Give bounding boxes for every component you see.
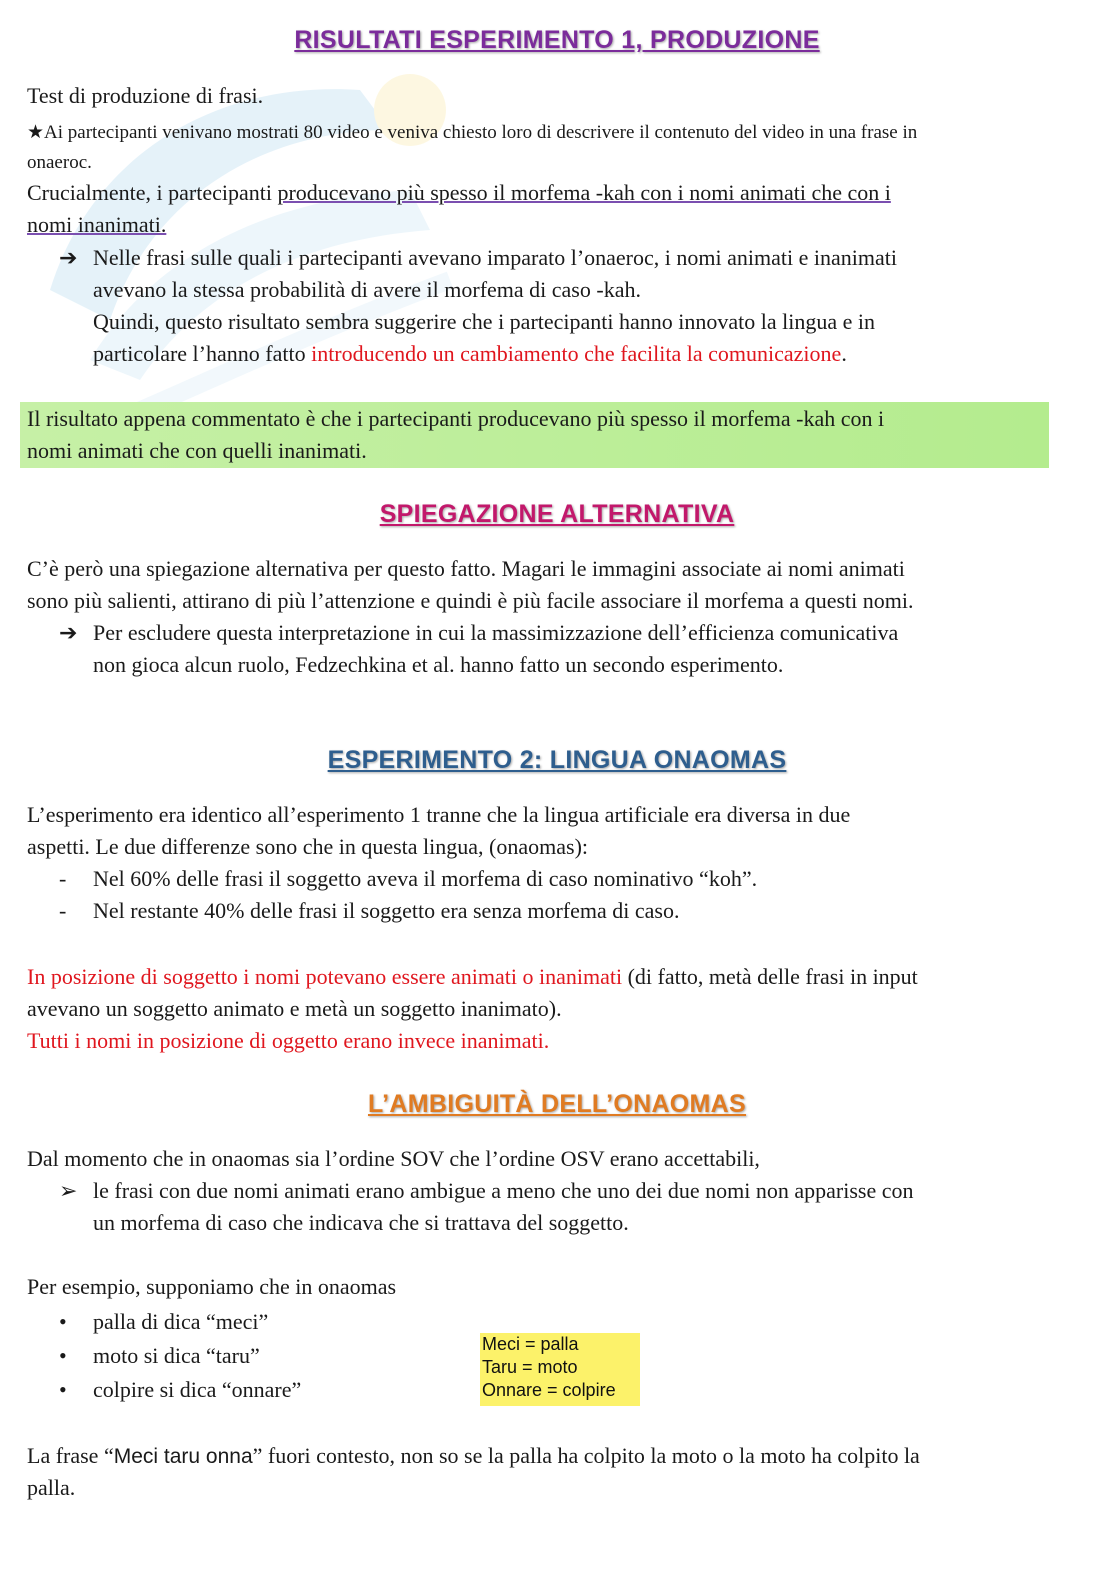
line4-period: . [841, 341, 847, 366]
glossary-line: Onnare = colpire [482, 1380, 616, 1400]
glossary-line: Taru = moto [482, 1357, 578, 1377]
star-icon: ★ [27, 122, 45, 143]
ambig-paragraph: Dal momento che in onaomas sia l’ordine SOV che l’ordine OSV erano accettabili, [27, 1146, 760, 1171]
red-paragraph-line1 [27, 961, 918, 993]
arrow-bullet-line2: avevano la stessa probabilità di avere il morfema di caso -kah. [93, 277, 641, 302]
dash-item-40: Nel restante 40% delle frasi il soggetto era senza morfema di caso. [93, 898, 680, 923]
highlight-red-text: introducendo un cambiamento che facilita la comunicazione [311, 341, 842, 366]
arrow-icon: ➔ [59, 620, 78, 645]
red-text: In posizione di soggetto i nomi potevano essere animati o inanimati [27, 964, 623, 989]
example-intro: Per esempio, supponiamo che in onaomas [27, 1274, 397, 1299]
green-box-line2: nomi animati che con quelli inanimati. [27, 438, 367, 463]
intro-line: Test di produzione di frasi. [27, 83, 264, 108]
underlined-result: producevano più spesso il morfema -kah con i nomi animati che con i [277, 180, 891, 205]
ambig-bullet-line2: un morfema di caso che indicava che si trattava del soggetto. [93, 1210, 629, 1235]
final-text-a: La frase “ [27, 1443, 114, 1468]
bullet-dot-icon: • [59, 1377, 67, 1402]
exp2-paragraph-line1: L’esperimento era identico all’esperimento 1 tranne che la lingua artificiale era diversa in due [27, 802, 851, 827]
glossary-line: Meci = palla [482, 1334, 579, 1354]
bullet-dot-icon: • [59, 1309, 67, 1334]
list-item: colpire si dica “onnare” [93, 1377, 302, 1402]
black-text: (di fatto, metà delle frasi in input [622, 964, 918, 989]
star-paragraph-line2: onaeroc. [27, 152, 92, 173]
exp2-paragraph-line2: aspetti. Le due differenze sono che in questa lingua, (onaomas): [27, 834, 589, 859]
heading-ambiguita-onaomas: L’AMBIGUITÀ DELL’ONAOMAS [367, 1090, 747, 1118]
dash-item-60: Nel 60% delle frasi il soggetto aveva il morfema di caso nominativo “koh”. [93, 866, 758, 891]
list-item: palla di dica “meci” [93, 1309, 269, 1334]
final-sentence-line2: palla. [27, 1475, 76, 1500]
alt-paragraph-line2: sono più salienti, attirano di più l’attenzione e quindi è più facile associare il morfema a questi nomi. [27, 588, 914, 613]
star-text: Ai partecipanti venivano mostrati 80 video e veniva chiesto loro di descrivere il contenuto del video in una frase in [44, 122, 918, 143]
alt-paragraph-line1: C’è però una spiegazione alternativa per questo fatto. Magari le immagini associate ai nomi animati [27, 556, 905, 581]
ambig-bullet-line1: le frasi con due nomi animati erano ambigue a meno che uno dei due nomi non apparisse con [93, 1178, 914, 1203]
final-sentence-line1 [27, 1440, 920, 1473]
green-box-line1: Il risultato appena commentato è che i partecipanti producevano più spesso il morfema -kah con i [27, 406, 885, 431]
alt-bullet-line1: Per escludere questa interpretazione in cui la massimizzazione dell’efficienza comunicativa [93, 620, 899, 645]
bullet-dot-icon: • [59, 1343, 67, 1368]
arrow-bullet-line4 [93, 338, 847, 370]
arrow-bullet-line3: Quindi, questo risultato sembra suggerire che i partecipanti hanno innovato la lingua e in [93, 309, 876, 334]
line4-text: particolare l’hanno fatto [93, 341, 312, 366]
arrow-bullet-line1: Nelle frasi sulle quali i partecipanti avevano imparato l’onaeroc, i nomi animati e inanimati [93, 245, 897, 270]
heading-risultati-esperimento-1: RISULTATI ESPERIMENTO 1, PRODUZIONE [294, 26, 820, 54]
list-item: moto si dica “taru” [93, 1343, 260, 1368]
crucialmente-line1 [27, 177, 891, 209]
example-phrase: Meci taru onna [113, 1445, 253, 1468]
red-paragraph-line2: avevano un soggetto animato e metà un soggetto inanimato). [27, 996, 562, 1021]
dash-marker: - [59, 866, 67, 891]
red-paragraph-line3: Tutti i nomi in posizione di oggetto erano invece inanimati. [27, 1028, 550, 1053]
arrow-icon: ➔ [59, 245, 78, 270]
crucialmente-text: Crucialmente, i partecipanti [27, 180, 278, 205]
underlined-result-end: nomi inanimati. [27, 212, 167, 237]
yellow-glossary-box [480, 1333, 640, 1406]
dash-marker: - [59, 898, 67, 923]
star-paragraph-line1 [27, 117, 917, 149]
alt-bullet-line2: non gioca alcun ruolo, Fedzechkina et al. hanno fatto un secondo esperimento. [93, 652, 784, 677]
arrowhead-icon: ➢ [59, 1178, 78, 1203]
final-text-c: ” fuori contesto, non so se la palla ha colpito la moto o la moto ha colpito la [252, 1443, 920, 1468]
heading-spiegazione-alternativa: SPIEGAZIONE ALTERNATIVA [379, 500, 735, 528]
heading-esperimento-2: ESPERIMENTO 2: LINGUA ONAOMAS [327, 746, 787, 774]
crucialmente-line2 [27, 209, 166, 241]
